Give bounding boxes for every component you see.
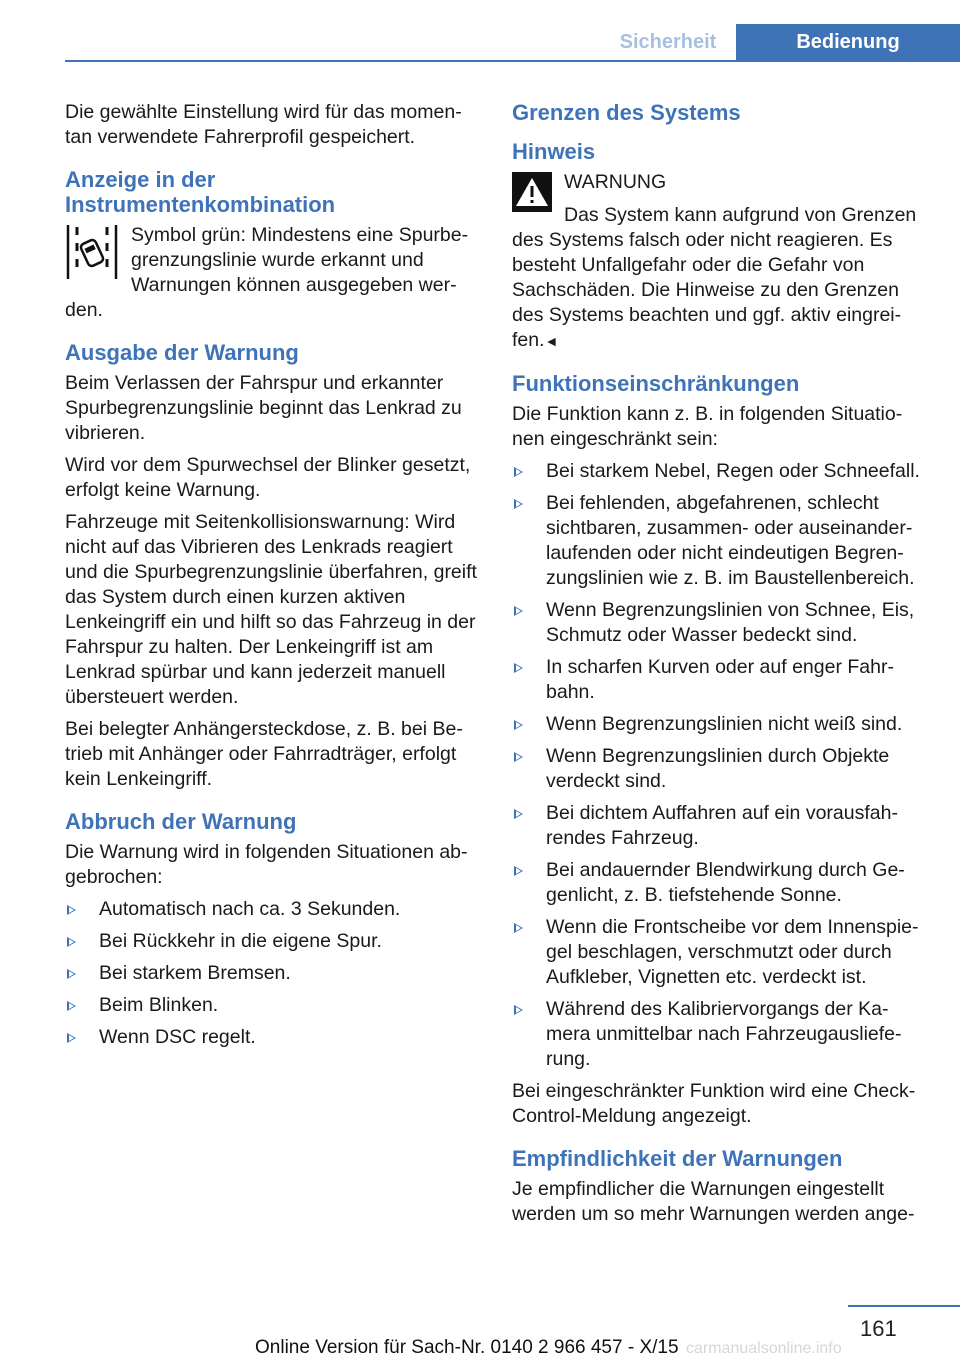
anzeige-block (65, 223, 480, 323)
funktion-intro: Die Funktion kann z. B. in folgenden Situatio‐nen eingeschränkt sein: (512, 403, 903, 450)
section-title-ausgabe: Ausgabe der Warnung (65, 340, 299, 365)
list-item: Beim Blinken. (65, 993, 480, 1018)
ausgabe-paragraph-4: Bei belegter Anhängersteckdose, z. B. bei Be‐trieb mit Anhänger oder Fahrradträger, erfolgt kein Lenkeingriff. (65, 718, 463, 790)
warning-label: WARNUNG (564, 171, 667, 193)
page-number: 161 (860, 1316, 897, 1341)
section-title-hinweis: Hinweis (512, 139, 596, 164)
warning-block (512, 170, 930, 354)
list-item: Wenn DSC regelt. (65, 1025, 480, 1050)
list-item: Wenn die Frontscheibe vor dem Innenspie‐gel beschlagen, verschmutzt oder durch Aufkleber, Vignetten etc. verdeckt ist. (512, 915, 930, 990)
list-item: Wenn Begrenzungslinien durch Objekte verdeckt sind. (512, 744, 930, 794)
ausgabe-paragraph-2: Wird vor dem Spurwechsel der Blinker gesetzt, erfolgt keine Warnung. (65, 454, 471, 501)
list-item: Wenn Begrenzungslinien nicht weiß sind. (512, 712, 930, 737)
list-item: Bei dichtem Auffahren auf ein vorausfah‐rendes Fahrzeug. (512, 801, 930, 851)
list-item: In scharfen Kurven oder auf enger Fahr‐bahn. (512, 655, 930, 705)
tab-sicherheit[interactable]: Sicherheit (619, 31, 717, 53)
list-item: Automatisch nach ca. 3 Sekunden. (65, 897, 480, 922)
lane-departure-icon (65, 225, 119, 279)
tab-bedienung[interactable]: Bedienung (736, 24, 960, 61)
warning-triangle-icon (512, 172, 552, 212)
anzeige-text: Symbol grün: Mindestens eine Spurbe‐grenzungslinie wurde erkannt und Warnungen können ausgegeben wer‐den. (65, 224, 469, 321)
abbruch-intro: Die Warnung wird in folgenden Situationen ab‐gebrochen: (65, 841, 468, 888)
abbruch-list (65, 897, 480, 1050)
section-title-grenzen: Grenzen des Systems (512, 100, 741, 125)
section-title-abbruch: Abbruch der Warnung (65, 809, 297, 834)
list-item: Bei starkem Bremsen. (65, 961, 480, 986)
header-divider (65, 60, 960, 62)
list-item: Während des Kalibriervorgangs der Ka‐mera unmittelbar nach Fahrzeugausliefe‐rung. (512, 997, 930, 1072)
ausgabe-paragraph-1: Beim Verlassen der Fahrspur und erkannter Spurbegrenzungslinie beginnt das Lenkrad zu vibrieren. (65, 372, 462, 444)
funktion-outro: Bei eingeschränkter Funktion wird eine Check-Control-Meldung angezeigt. (512, 1080, 916, 1127)
list-item: Bei fehlenden, abgefahrenen, schlecht sichtbaren, zusammen- oder auseinander‐laufenden oder nicht eindeutigen Begren‐zungslinien wie z. B. im Baustellenbereich. (512, 491, 930, 591)
ausgabe-paragraph-3: Fahrzeuge mit Seitenkollisionswarnung: Wird nicht auf das Vibrieren des Lenkrads reagiert und die Spurbegrenzungslinie überfahren, greift das System durch einen kurzen aktiven Lenkeingriff ein und hilft so das Fahrzeug in der Fahrspur zu halten. Der Lenkeingriff ist am Lenkrad spürbar und kann jederzeit manuell übersteuert werden. (65, 511, 477, 708)
section-title-funktion: Funktionseinschränkungen (512, 371, 800, 396)
right-column (512, 100, 930, 1234)
empfindlichkeit-text: Je empfindlicher die Warnungen eingestellt werden um so mehr Warnungen werden ange‐ (512, 1178, 915, 1225)
section-title-anzeige: Anzeige in der Instrumentenkombination (65, 167, 336, 217)
online-version-text: Online Version für Sach-Nr. 0140 2 966 457 - X/15 (255, 1337, 679, 1358)
watermark: carmanualsonline.info (686, 1340, 842, 1357)
warning-text: Das System kann aufgrund von Grenzen des Systems falsch oder nicht reagieren. Es besteht Unfallgefahr oder die Gefahr von Sachschäden. Die Hinweise zu den Grenzen des Systems beachten und ggf. aktiv eingrei‐fen. (512, 204, 917, 351)
list-item: Bei Rückkehr in die eigene Spur. (65, 929, 480, 954)
footer-divider (848, 1305, 960, 1307)
list-item: Bei starkem Nebel, Regen oder Schneefall. (512, 459, 930, 484)
list-item: Bei andauernder Blendwirkung durch Ge‐genlicht, z. B. tiefstehende Sonne. (512, 858, 930, 908)
left-column (65, 100, 480, 1057)
end-mark: ◄ (544, 333, 559, 349)
intro-paragraph: Die gewählte Einstellung wird für das momen‐tan verwendete Fahrerprofil gespeichert. (65, 101, 462, 148)
list-item: Wenn Begrenzungslinien von Schnee, Eis, Schmutz oder Wasser bedeckt sind. (512, 598, 930, 648)
funktion-list (512, 459, 930, 1072)
section-title-empfindlichkeit: Empfindlichkeit der Warnungen (512, 1146, 843, 1171)
